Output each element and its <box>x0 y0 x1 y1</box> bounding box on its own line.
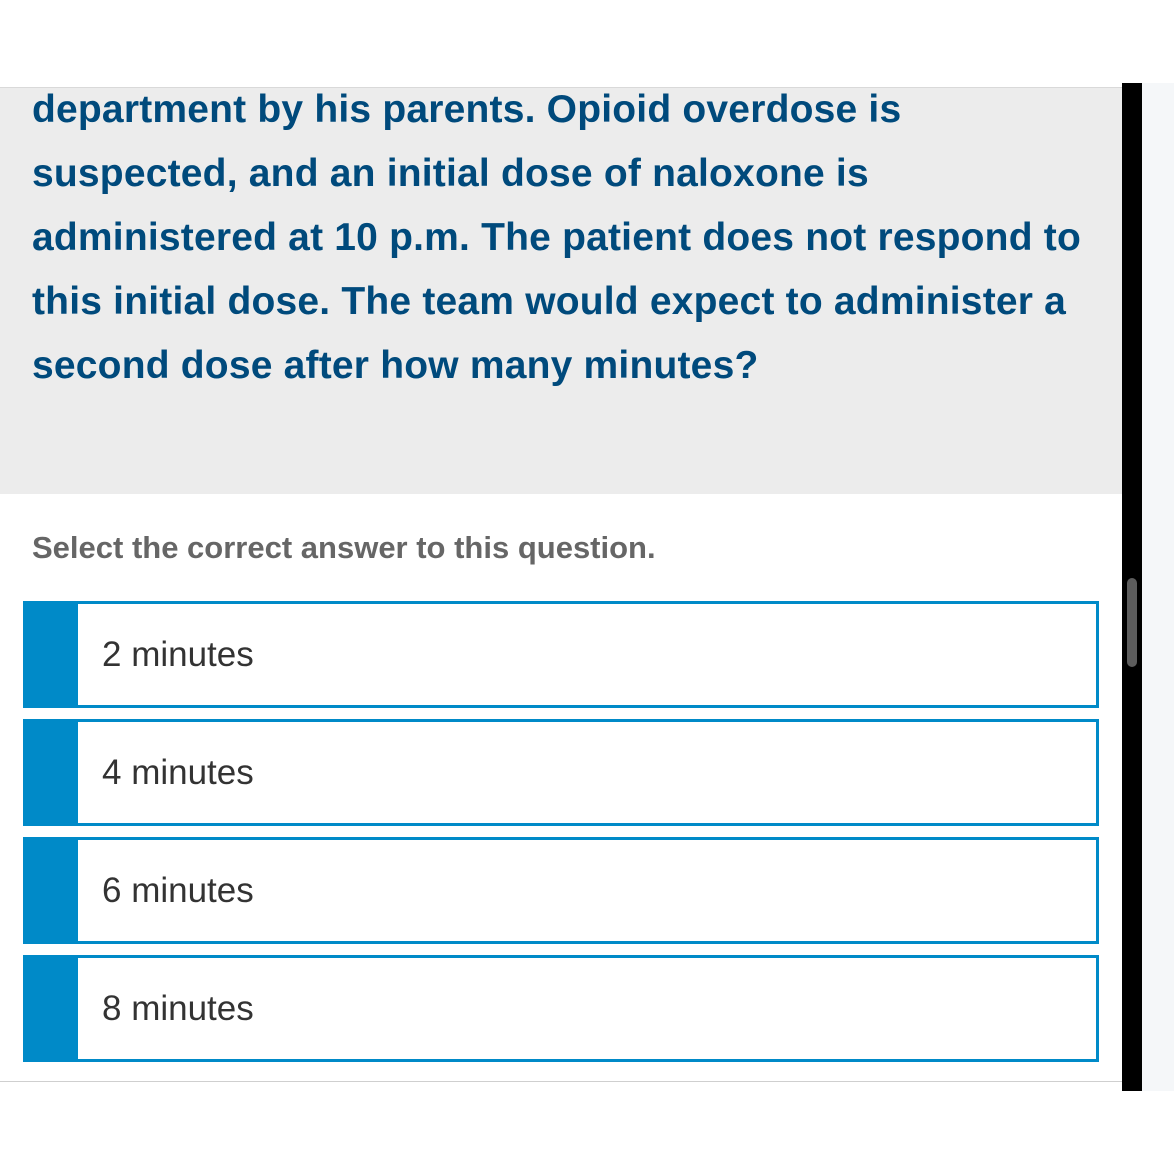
question-panel <box>0 87 1122 1083</box>
question-text: department by his parents. Opioid overdose is suspected, and an initial dose of naloxone is administered at 10 p.m. The patient does not respond to this initial dose. The team would expect to administer a second dose after how many minutes? <box>32 88 1081 387</box>
answer-option-6-minutes[interactable] <box>23 837 1099 944</box>
answer-options <box>23 601 1099 1073</box>
answer-option-4-minutes[interactable] <box>23 719 1099 826</box>
question-box <box>0 87 1122 494</box>
answer-option-8-minutes[interactable] <box>23 955 1099 1062</box>
option-selector-tab[interactable] <box>23 601 78 708</box>
option-label: 6 minutes <box>102 870 254 910</box>
scrollbar-gutter <box>1142 83 1174 1091</box>
option-label: 2 minutes <box>102 634 254 674</box>
option-selector-tab[interactable] <box>23 719 78 826</box>
bottom-divider <box>0 1081 1122 1082</box>
option-selector-tab[interactable] <box>23 837 78 944</box>
instruction-text: Select the correct answer to this question. <box>32 530 656 565</box>
option-label: 8 minutes <box>102 988 254 1028</box>
answer-option-2-minutes[interactable] <box>23 601 1099 708</box>
scrollbar-thumb[interactable] <box>1127 578 1137 667</box>
option-label: 4 minutes <box>102 752 254 792</box>
option-selector-tab[interactable] <box>23 955 78 1062</box>
